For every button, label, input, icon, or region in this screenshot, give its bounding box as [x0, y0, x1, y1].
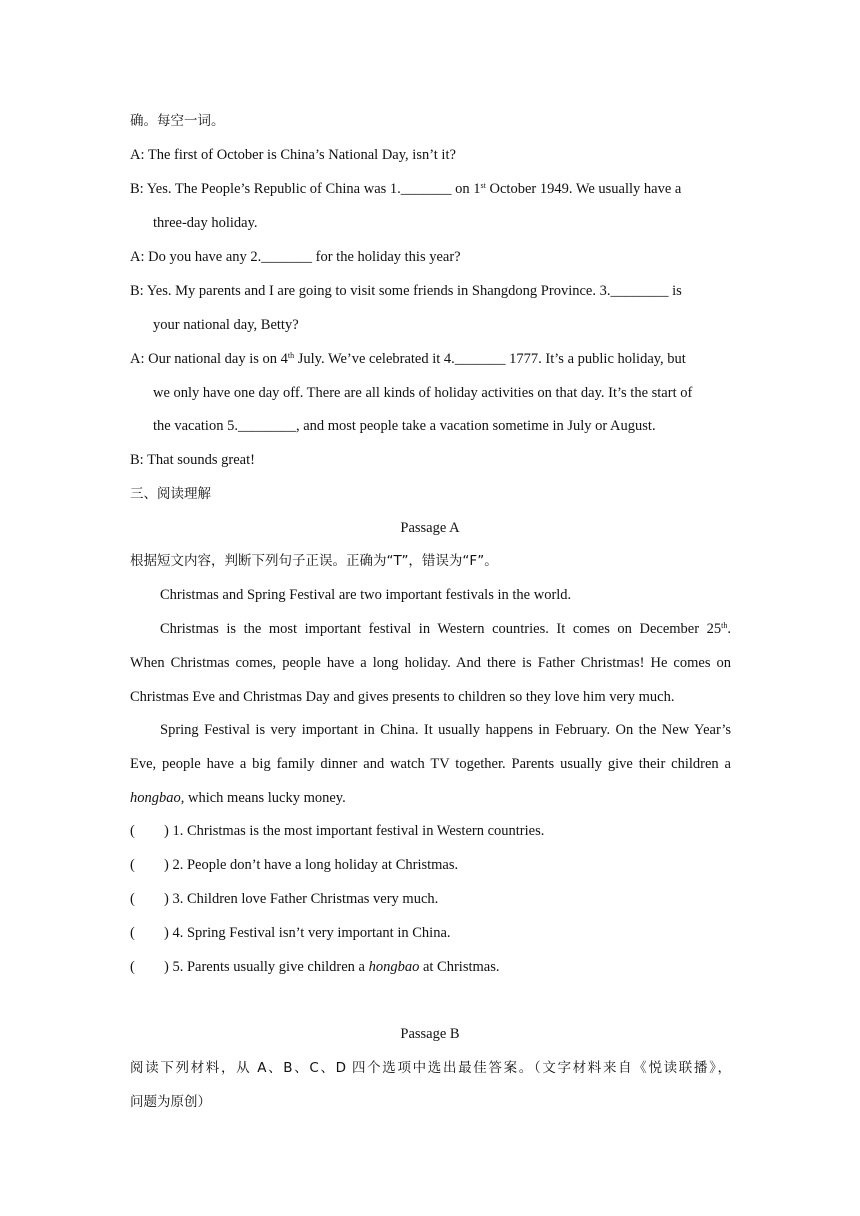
passage-a-paragraph-3-line-3: hongbao, which means lucky money.: [130, 790, 346, 806]
question-item: ( ) 3. Children love Father Christmas very much.: [130, 891, 439, 907]
dialogue-line-4: A: Do you have any 2._______ for the holiday this year?: [130, 249, 461, 265]
dialogue-line-10: B: That sounds great!: [130, 452, 255, 468]
dialogue-line-8: we only have one day off. There are all kinds of holiday activities on that day. It’s the start of: [153, 385, 693, 401]
section-heading: 三、阅读理解: [130, 486, 211, 502]
passage-b-instruction-line-2: 问题为原创）: [130, 1094, 211, 1110]
dialogue-line-7: A: Our national day is on 4th July. We’ve celebrated it 4._______ 1777. It’s a public holiday, but: [130, 351, 686, 367]
instruction-tail: 确。每空一词。: [130, 113, 225, 129]
dialogue-line-6: your national day, Betty?: [153, 317, 299, 333]
passage-b-instruction-line-1: 阅读下列材料，从 A、B、C、D 四个选项中选出最佳答案。（文字材料来自《悦读联播》，: [130, 1060, 731, 1076]
passage-a-paragraph-3-line-1: Spring Festival is very important in China. It usually happens in February. On the New Year’s: [160, 722, 731, 738]
question-item: ( ) 1. Christmas is the most important festival in Western countries.: [130, 823, 545, 839]
passage-b-title: Passage B: [400, 1026, 460, 1042]
passage-a-instruction: 根据短文内容，判断下列句子正误。正确为“T”，错误为“F”。: [130, 553, 498, 569]
passage-a-title: Passage A: [400, 520, 460, 536]
passage-a-paragraph-2-line-2: When Christmas comes, people have a long holiday. And there is Father Christmas! He comes on: [130, 655, 731, 671]
dialogue-line-5: B: Yes. My parents and I are going to visit some friends in Shangdong Province. 3.________ is: [130, 283, 682, 299]
dialogue-line-3: three-day holiday.: [153, 215, 258, 231]
dialogue-line-2: B: Yes. The People’s Republic of China was 1._______ on 1st October 1949. We usually have a: [130, 181, 682, 197]
passage-a-paragraph-3-line-2: Eve, people have a big family dinner and watch TV together. Parents usually give their children a: [130, 756, 731, 772]
question-item: ( ) 2. People don’t have a long holiday at Christmas.: [130, 857, 459, 873]
question-item: ( ) 5. Parents usually give children a hongbao at Christmas.: [130, 959, 500, 975]
dialogue-line-1: A: The first of October is China’s National Day, isn’t it?: [130, 147, 456, 163]
passage-a-paragraph-2-line-1: Christmas is the most important festival in Western countries. It comes on December 25th.: [160, 621, 731, 637]
dialogue-line-9: the vacation 5.________, and most people take a vacation sometime in July or August.: [153, 418, 656, 434]
passage-a-paragraph-2-line-3: Christmas Eve and Christmas Day and gives presents to children so they love him very much.: [130, 689, 675, 705]
passage-a-paragraph-1: Christmas and Spring Festival are two important festivals in the world.: [160, 587, 572, 603]
question-item: ( ) 4. Spring Festival isn’t very important in China.: [130, 925, 451, 941]
